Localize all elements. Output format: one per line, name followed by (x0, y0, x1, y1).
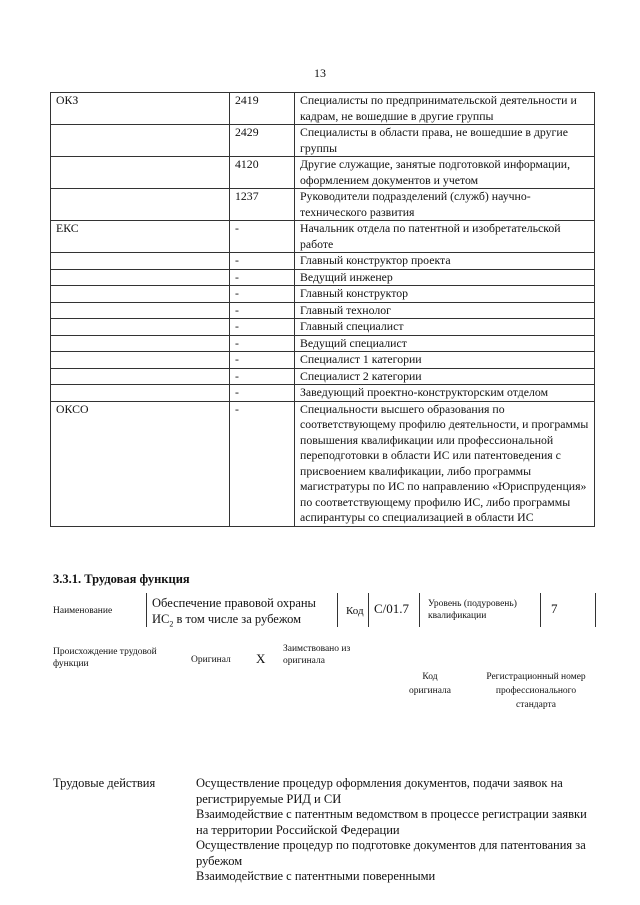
code-cell: - (230, 221, 295, 253)
original-mark: X (256, 651, 266, 666)
table-row (51, 352, 595, 369)
title-cell: Главный специалист (295, 319, 595, 336)
table-row (51, 335, 595, 352)
code-cell: 4120 (230, 157, 295, 189)
code-cell: - (230, 319, 295, 336)
function-name-value: Обеспечение правовой охраны $ИС_2$ в том числе за рубежом (152, 596, 316, 629)
classifier-cell (51, 302, 230, 319)
origin-label: Происхождение трудовой функции (53, 647, 157, 669)
title-cell: Главный технолог (295, 302, 595, 319)
table-row (51, 401, 595, 526)
code-cell: - (230, 286, 295, 303)
page-number: 13 (314, 66, 326, 80)
table-row (51, 269, 595, 286)
origin-row (53, 643, 598, 710)
table-row (51, 93, 595, 125)
classifier-cell (51, 286, 230, 303)
classifier-cell (51, 269, 230, 286)
table-row (51, 157, 595, 189)
classifier-cell (51, 368, 230, 385)
classifier-cell (51, 253, 230, 270)
classifier-cell: ОКСО (51, 401, 230, 526)
classifier-cell (51, 157, 230, 189)
table-row (51, 385, 595, 402)
title-cell: Ведущий инженер (295, 269, 595, 286)
title-cell: Специалисты в области права, не вошедшие в другие группы (295, 125, 595, 157)
classification-table (50, 92, 595, 527)
classifier-cell: ОКЗ (51, 93, 230, 125)
table-row (51, 302, 595, 319)
title-cell: Специальности высшего образования по соответствующему профилю деятельности, и программы повышения квалификации или профессиональной переподготовки в области ИС или патентоведения с присвоением квалификации, либо программы магистратуры по ИС по направлению «Юриспруденция» по соответствующему профилю ИС, либо программы аспирантуры со специализацией в области ИС (295, 401, 595, 526)
table-row (51, 253, 595, 270)
labor-actions-label: Трудовые действия (53, 776, 156, 790)
classifier-cell (51, 352, 230, 369)
code-box (368, 593, 420, 627)
list-item: Взаимодействие с патентным ведомством в процессе регистрации заявки на территории Российской Федерации (196, 807, 587, 837)
classifier-cell (51, 189, 230, 221)
title-cell: Специалисты по предпринимательской деятельности и кадрам, не вошедшие в другие группы (295, 93, 595, 125)
title-cell: Заведующий проектно-конструкторским отделом (295, 385, 595, 402)
title-cell: Ведущий специалист (295, 335, 595, 352)
table-row (51, 368, 595, 385)
table-row (51, 125, 595, 157)
reg-number-caption: Регистрационный номер профессионального стандарта (486, 672, 586, 710)
function-name-box (146, 593, 338, 627)
code-cell: - (230, 335, 295, 352)
title-cell: Руководители подразделений (служб) научно-технического развития (295, 189, 595, 221)
title-cell: Главный конструктор проекта (295, 253, 595, 270)
title-cell: Специалист 1 категории (295, 352, 595, 369)
code-cell: 2429 (230, 125, 295, 157)
code-original-caption: Код оригинала (409, 672, 451, 696)
name-label: Наименование (53, 606, 113, 616)
code-cell: - (230, 352, 295, 369)
section-title: 3.3.1. Трудовая функция (53, 572, 190, 586)
code-cell: - (230, 385, 295, 402)
table-row (51, 189, 595, 221)
code-cell: 2419 (230, 93, 295, 125)
list-item: Осуществление процедур оформления документов, подачи заявок на регистрируемые РИД и СИ (196, 776, 563, 806)
title-cell: Начальник отдела по патентной и изобретательской работе (295, 221, 595, 253)
level-box (540, 593, 596, 627)
code-cell: - (230, 253, 295, 270)
code-cell: - (230, 368, 295, 385)
title-cell: Главный конструктор (295, 286, 595, 303)
borrowed-label: Заимствовано из оригинала (283, 644, 351, 666)
classifier-cell (51, 385, 230, 402)
original-label: Оригинал (191, 655, 231, 665)
code-label: Код (346, 605, 364, 617)
table-row (51, 319, 595, 336)
classifier-cell: ЕКС (51, 221, 230, 253)
table-row (51, 286, 595, 303)
code-cell: - (230, 401, 295, 526)
title-cell: Специалист 2 категории (295, 368, 595, 385)
list-item: Взаимодействие с патентными поверенными (196, 869, 436, 883)
code-cell: 1237 (230, 189, 295, 221)
code-value: C/01.7 (374, 601, 410, 616)
level-label: Уровень (подуровень) квалификации (428, 599, 517, 621)
list-item: Осуществление процедур по подготовке документов для патентования за рубежом (196, 838, 586, 868)
table-row (51, 221, 595, 253)
classifier-cell (51, 319, 230, 336)
level-value: 7 (551, 601, 558, 616)
code-cell: - (230, 302, 295, 319)
function-name-row (53, 593, 598, 629)
classifier-cell (51, 125, 230, 157)
labor-actions-list (196, 776, 596, 885)
title-cell: Другие служащие, занятые подготовкой информации, оформлением документов и учетом (295, 157, 595, 189)
code-cell: - (230, 269, 295, 286)
classifier-cell (51, 335, 230, 352)
